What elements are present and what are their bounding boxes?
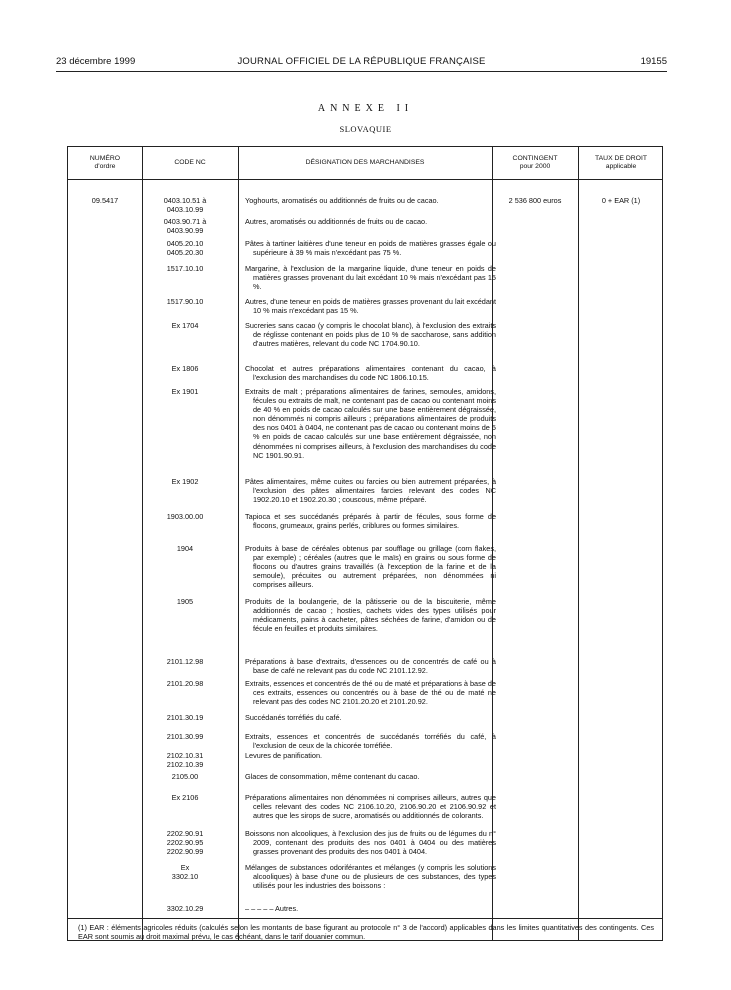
nc-code <box>142 297 228 306</box>
column-divider <box>578 147 579 940</box>
nc-code <box>142 657 228 666</box>
nc-code-line: 0405.20.30 <box>166 248 204 258</box>
nc-code-line: 0405.20.10 <box>166 239 204 248</box>
nc-code-line: 2101.12.98 <box>166 657 204 666</box>
column-header-contingent: CONTINGENT pour 2000 <box>512 155 558 170</box>
nc-code <box>142 239 228 257</box>
nc-code-line: 2202.90.95 <box>166 838 204 848</box>
nc-code <box>142 793 228 802</box>
nc-code-line: 3302.10.29 <box>166 904 204 913</box>
goods-designation: Mélanges de substances odoriférantes et mélanges (y compris les solutions alcooliques) à base d'une ou de plusieurs de ces substances, des types utilisés pour les industries des boissons : <box>245 863 496 891</box>
goods-designation: Produits à base de céréales obtenus par soufflage ou grillage (corn flakes, par exemple) ; céréales (autres que le maïs) en grains ou sous forme de flocons ou d'autres grains travaillés (à l'exception de la farine et de la semoule), précuites ou autrement préparées, non dénommées ni comprises ailleurs. <box>245 544 496 590</box>
column-header-code: CODE NC <box>174 159 206 166</box>
nc-code-line: Ex <box>180 863 190 872</box>
goods-designation: Pâtes alimentaires, même cuites ou farcies ou bien autrement préparées, à l'exclusion des pâtes alimentaires farcies relevant des codes NC 1902.20.10 et 1902.20.30 ; couscous, même préparé. <box>245 477 496 505</box>
nc-code <box>142 387 228 396</box>
nc-code-line: 2101.30.19 <box>166 713 204 722</box>
nc-code-line: 1517.90.10 <box>166 297 204 306</box>
nc-code-line: 1517.10.10 <box>166 264 204 273</box>
nc-code-line: 2102.10.31 <box>166 751 204 760</box>
goods-designation: Autres, d'une teneur en poids de matières grasses provenant du lait excédant 10 % mais n'excédant pas 15 %. <box>245 297 496 316</box>
column-header-designation: DÉSIGNATION DES MARCHANDISES <box>305 159 425 166</box>
nc-code-line: Ex 1901 <box>171 387 199 396</box>
nc-code-line: 2202.90.91 <box>166 829 204 838</box>
nc-code-line: 1905 <box>176 597 194 606</box>
nc-code <box>142 863 228 881</box>
nc-code <box>142 732 228 741</box>
nc-code <box>142 196 228 214</box>
quota-amount: 2 536 800 euros <box>508 196 562 205</box>
header-page-number: 19155 <box>640 56 667 67</box>
nc-code-line: 2102.10.39 <box>166 760 204 770</box>
table-footer-rule <box>67 918 663 919</box>
goods-designation: Extraits de malt ; préparations alimentaires de farines, semoules, amidons, fécules ou extraits de malt, ne contenant pas de cacao ou contenant moins de 40 % en poids de cacao calculés sur une base entièrement dégraissée, non dénommés ni compris ailleurs ; préparations alimentaires de produits des nos 0401 à 0404, ne contenant pas de cacao ou contenant moins de 5 % en poids de cacao calculés sur une base entièrement dégraissée, non dénommées ni comprises ailleurs, à l'exclusion des marchandises du code NC 1901.90.91. <box>245 387 496 460</box>
goods-designation: Extraits, essences et concentrés de thé ou de maté et préparations à base de ces extraits, essences ou concentrés ou à base de thé ou de maté ne relevant pas des codes NC 2101.20.20 et 2101.20.92. <box>245 679 496 707</box>
nc-code-line: Ex 2106 <box>171 793 199 802</box>
goods-designation: Succédanés torréfiés du café. <box>245 713 342 722</box>
nc-code <box>142 544 228 553</box>
goods-designation: Chocolat et autres préparations alimentaires contenant du cacao, à l'exclusion des marchandises du code NC 1806.10.15. <box>245 364 496 383</box>
nc-code-line: 2202.90.99 <box>166 847 204 857</box>
goods-designation: Tapioca et ses succédanés préparés à partir de fécules, sous forme de flocons, grumeaux, grains perlés, criblures ou formes similaires. <box>245 512 496 531</box>
goods-designation: Préparations alimentaires non dénommées ni comprises ailleurs, autres que celles relevant des codes NC 2106.10.20, 2106.90.20 et 2106.90.92 et autres que les sirops de sucre, aromatisés ou additionnés de colorants. <box>245 793 496 821</box>
nc-code-line: 2101.30.99 <box>166 732 204 741</box>
nc-code <box>142 597 228 606</box>
annex-title: ANNEXE II <box>317 103 414 114</box>
nc-code <box>142 217 228 235</box>
column-header-taux: TAUX DE DROIT applicable <box>595 155 647 170</box>
goods-designation: Levures de panification. <box>245 751 323 760</box>
nc-code-line: Ex 1704 <box>171 321 199 330</box>
nc-code <box>142 772 228 781</box>
goods-designation: Extraits, essences et concentrés de succédanés torréfiés du café, à l'exclusion de ceux de la chicorée torréfiée. <box>245 732 496 751</box>
nc-code-line: 0403.90.99 <box>166 226 204 236</box>
goods-designation: Préparations à base d'extraits, d'essences ou de concentrés de café ou à base de café ne relevant pas du code NC 2101.12.92. <box>245 657 496 676</box>
nc-code-line: 2105.00 <box>171 772 199 781</box>
goods-designation: Yoghourts, aromatisés ou additionnés de fruits ou de cacao. <box>245 196 439 205</box>
goods-designation: Margarine, à l'exclusion de la margarine liquide, d'une teneur en poids de matières grasses provenant du lait excédant 10 % mais n'excédant pas 15 %. <box>245 264 496 292</box>
goods-designation: Glaces de consommation, même contenant du cacao. <box>245 772 420 781</box>
header-journal-title: JOURNAL OFFICIEL DE LA RÉPUBLIQUE FRANÇAISE <box>237 56 486 67</box>
order-number: 09.5417 <box>91 196 119 205</box>
nc-code-line: 0403.10.99 <box>166 205 204 215</box>
column-divider <box>238 147 239 940</box>
goods-designation: Boissons non alcooliques, à l'exclusion des jus de fruits ou de légumes du n° 2009, contenant des produits des nos 0401 à 0404 ou des matières grasses provenant des produits des nos 0401 à 0404. <box>245 829 496 857</box>
nc-code-line: 3302.10 <box>171 872 199 882</box>
goods-designation: Autres, aromatisés ou additionnés de fruits ou de cacao. <box>245 217 428 226</box>
nc-code <box>142 477 228 486</box>
goods-designation: – – – – – Autres. <box>245 904 299 913</box>
nc-code <box>142 904 228 913</box>
nc-code <box>142 364 228 373</box>
header-rule <box>56 71 667 72</box>
nc-code-line: 0403.90.71 à <box>163 217 207 226</box>
nc-code-line: Ex 1806 <box>171 364 199 373</box>
nc-code-line: 1904 <box>176 544 194 553</box>
header-date: 23 décembre 1999 <box>56 56 136 67</box>
nc-code <box>142 321 228 330</box>
nc-code <box>142 264 228 273</box>
nc-code-line: Ex 1902 <box>171 477 199 486</box>
nc-code <box>142 713 228 722</box>
nc-code-line: 2101.20.98 <box>166 679 204 688</box>
goods-designation: Pâtes à tartiner laitières d'une teneur en poids de matières grasses égale ou supérieure à 39 % mais n'excédant pas 75 %. <box>245 239 496 258</box>
duty-rate: 0 + EAR (1) <box>601 196 641 205</box>
tariff-table <box>67 146 663 941</box>
column-header-ordre: NUMÉRO d'ordre <box>89 155 121 170</box>
nc-code-line: 1903.00.00 <box>166 512 204 521</box>
nc-code <box>142 829 228 856</box>
country-title: SLOVAQUIE <box>339 124 392 134</box>
footnote: (1) EAR : éléments agricoles réduits (calculés selon les montants de base figurant au protocole n° 3 de l'accord) applicables dans les limites quantitatives des contingents. Ces EAR sont soumis au droit maximal prévu, le cas échéant, dans le tarif douanier commun. <box>78 923 654 942</box>
goods-designation: Produits de la boulangerie, de la pâtisserie ou de la biscuiterie, même additionnés de cacao ; hosties, cachets vides des types utilisés pour médicaments, pains à cacheter, pâtes séchées de farine, d'amidon ou de fécule en feuilles et produits similaires. <box>245 597 496 634</box>
nc-code <box>142 512 228 521</box>
nc-code <box>142 679 228 688</box>
goods-designation: Sucreries sans cacao (y compris le chocolat blanc), à l'exclusion des extraits de réglisse contenant en poids plus de 10 % de saccharose, sans addition d'autres matières, relevant du code NC 1704.90.10. <box>245 321 496 349</box>
page-header <box>56 56 667 70</box>
nc-code-line: 0403.10.51 à <box>163 196 207 205</box>
nc-code <box>142 751 228 769</box>
